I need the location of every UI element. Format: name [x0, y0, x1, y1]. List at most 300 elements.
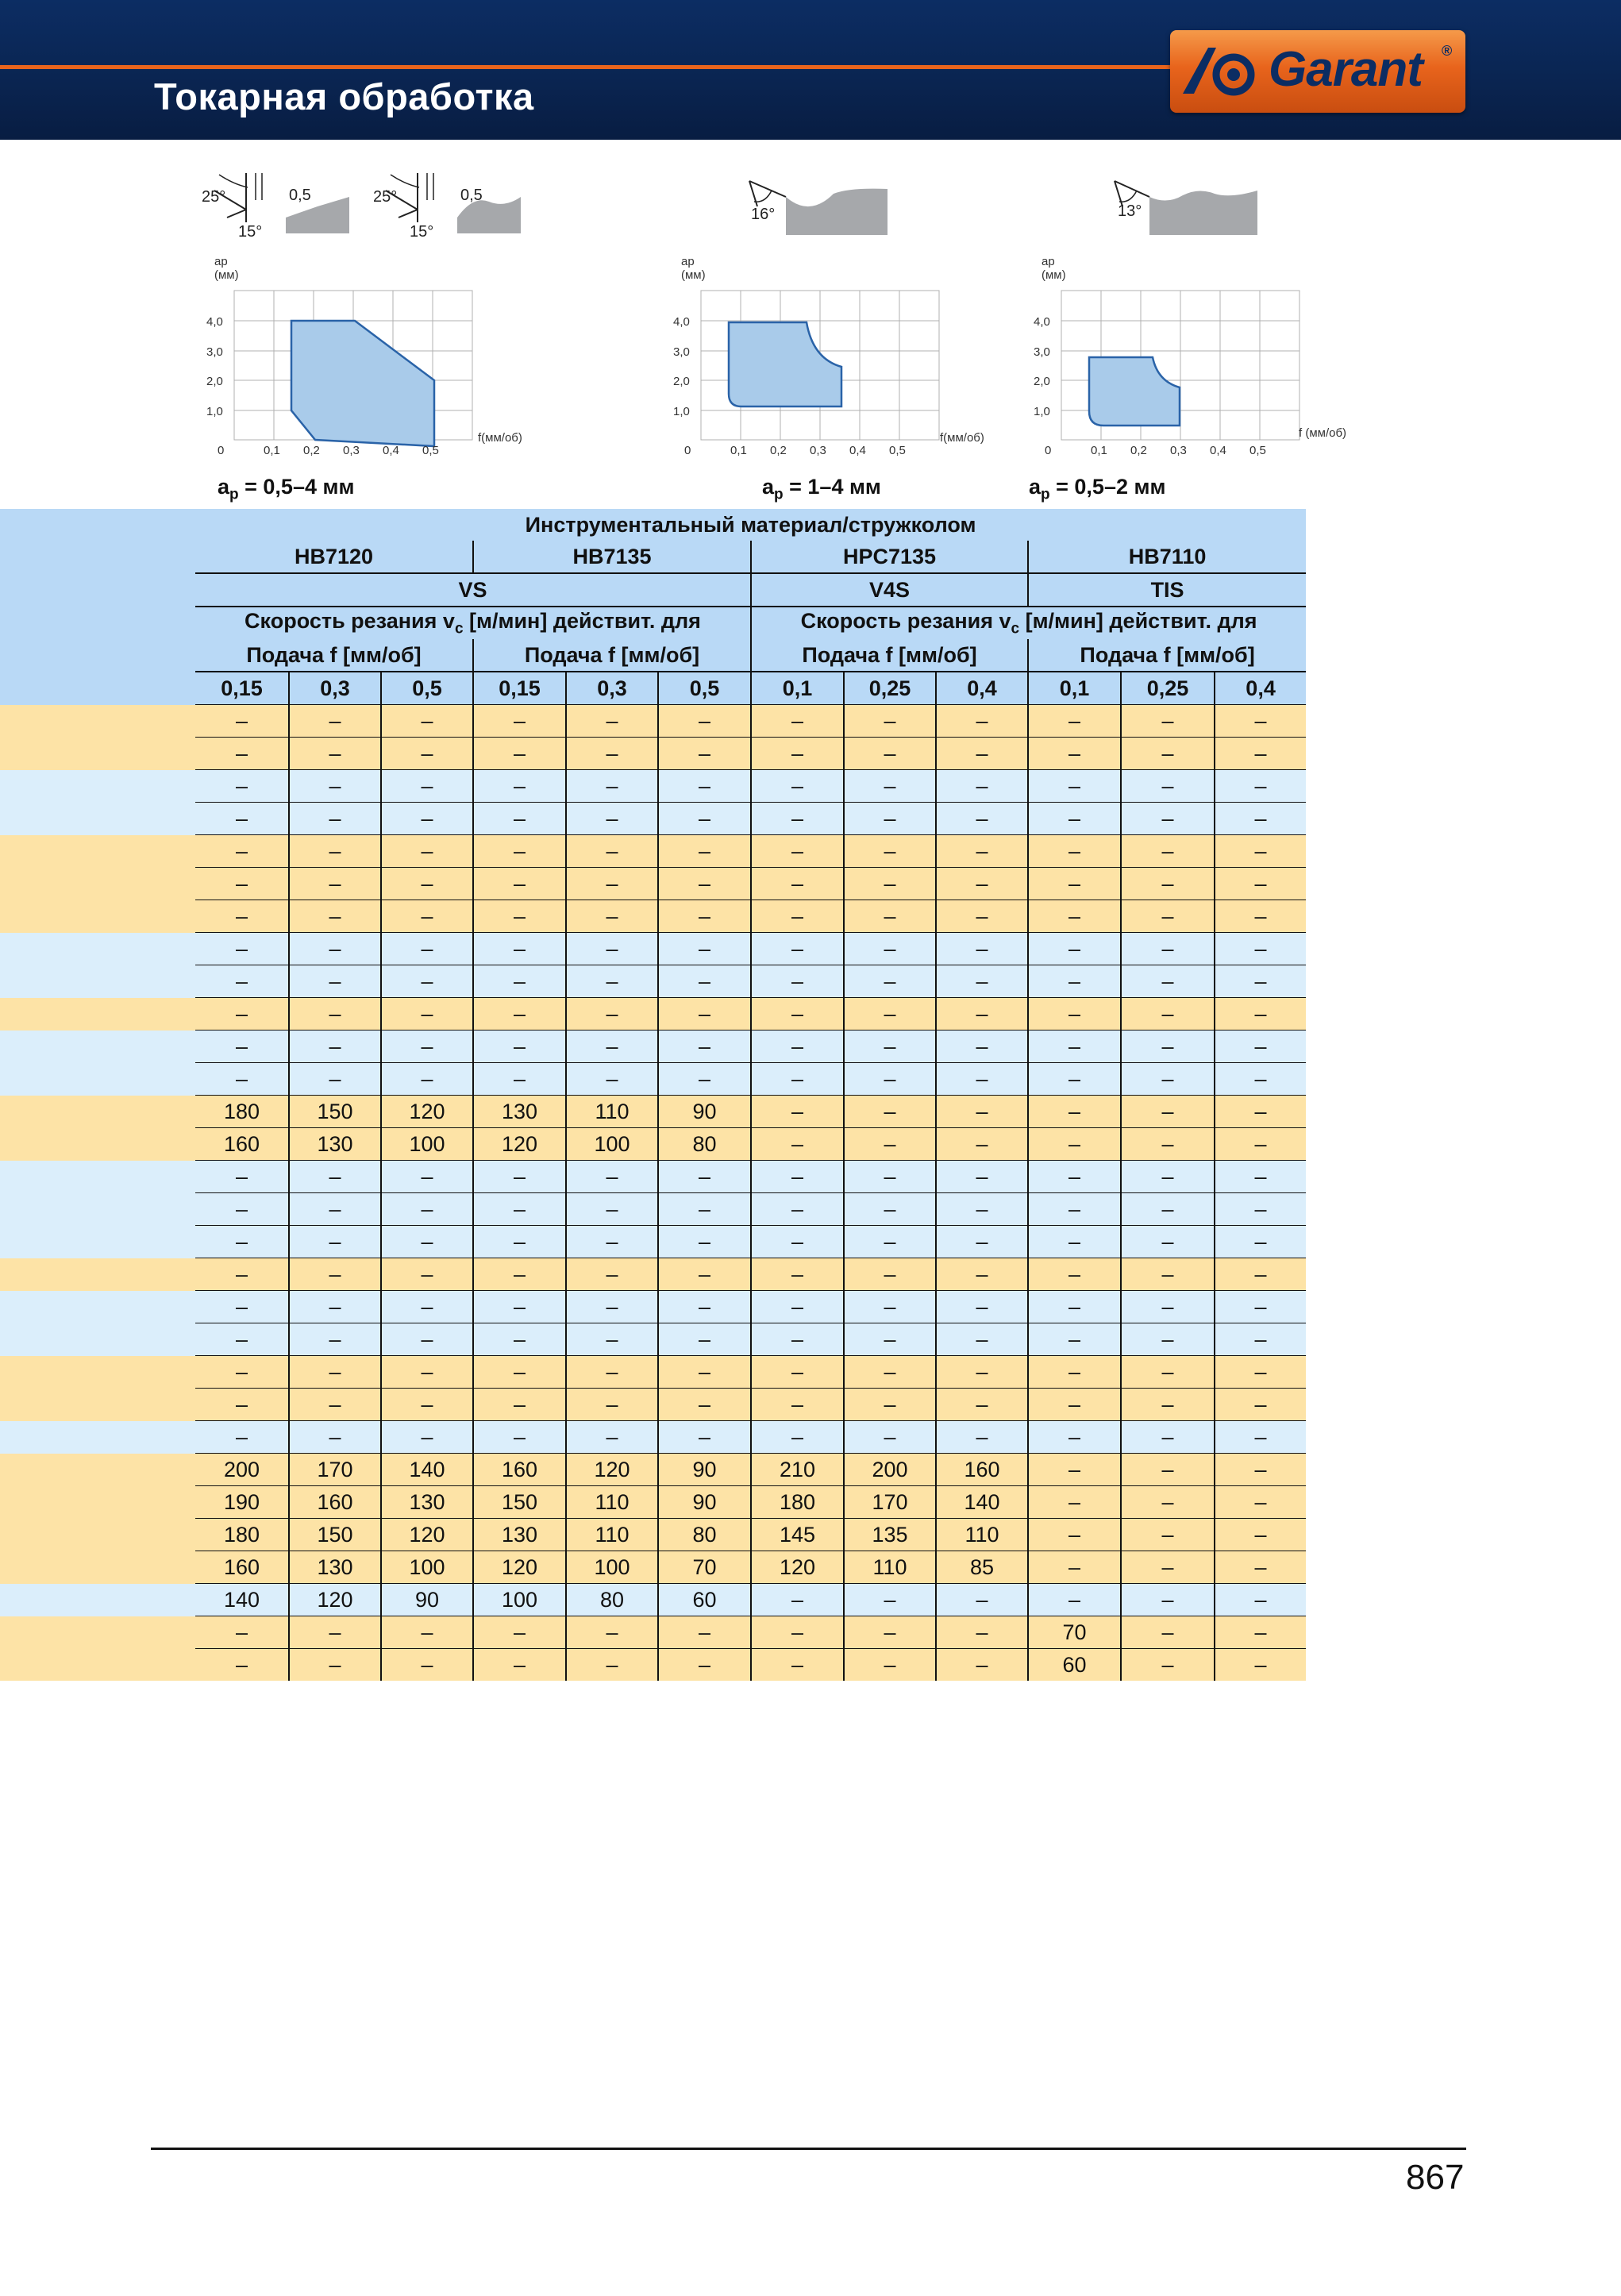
speed-cell: –	[1028, 705, 1121, 738]
speed-cell: –	[473, 1193, 566, 1226]
feed-value: 0,3	[566, 672, 658, 705]
speed-cell: –	[566, 1421, 658, 1454]
speed-cell: –	[751, 1389, 844, 1421]
speed-cell: –	[1028, 1096, 1121, 1128]
speed-cell: –	[844, 1226, 936, 1258]
x-tick: 0,2	[770, 444, 787, 457]
speed-cell: –	[566, 1356, 658, 1389]
speed-cell: –	[936, 1063, 1028, 1096]
table-row	[0, 1454, 1306, 1486]
speed-cell: –	[566, 803, 658, 835]
speed-cell: –	[195, 835, 289, 868]
x-axis-label: f(мм/об)	[478, 431, 522, 445]
speed-cell: –	[1028, 1258, 1121, 1291]
speed-cell: –	[381, 900, 473, 933]
speed-cell: –	[473, 1421, 566, 1454]
table-row	[0, 1356, 1306, 1389]
speed-cell: –	[289, 705, 381, 738]
speed-cell: –	[1215, 1584, 1306, 1616]
speed-cell: 90	[658, 1096, 751, 1128]
row-label-cell	[0, 1551, 195, 1584]
speed-cell: –	[289, 1063, 381, 1096]
table-row	[0, 1096, 1306, 1128]
speed-cell: –	[658, 1193, 751, 1226]
feed-value: 0,4	[936, 672, 1028, 705]
speed-cell: –	[473, 770, 566, 803]
speed-cell: –	[1121, 1226, 1215, 1258]
row-label-cell	[0, 1389, 195, 1421]
feed-label: Подача f [мм/об]	[751, 639, 1028, 672]
feed-label: Подача f [мм/об]	[473, 639, 751, 672]
x-tick: 0,3	[810, 444, 826, 457]
speed-cell: –	[1215, 1519, 1306, 1551]
speed-cell: –	[195, 1389, 289, 1421]
feed-value: 0,4	[1215, 672, 1306, 705]
speed-cell: 150	[473, 1486, 566, 1519]
table-row	[0, 1063, 1306, 1096]
row-label-cell	[0, 900, 195, 933]
speed-cell: –	[289, 965, 381, 998]
speed-cell: –	[936, 933, 1028, 965]
angle-label: 25°	[373, 188, 398, 206]
speed-cell: –	[289, 803, 381, 835]
table-row	[0, 705, 1306, 738]
speed-cell: –	[566, 1226, 658, 1258]
speed-cell: –	[1215, 933, 1306, 965]
x-tick: 0,2	[303, 444, 320, 457]
speed-cell: 120	[566, 1454, 658, 1486]
speed-cell: –	[195, 1031, 289, 1063]
working-range-region	[1089, 357, 1180, 426]
table-row	[0, 1551, 1306, 1584]
speed-cell: –	[1121, 835, 1215, 868]
speed-cell: –	[844, 1193, 936, 1226]
speed-cell: –	[1028, 835, 1121, 868]
speed-cell: –	[195, 965, 289, 998]
cutting-profile-diagram-3	[1103, 170, 1262, 241]
speed-cell: –	[195, 1421, 289, 1454]
speed-cell: 100	[566, 1551, 658, 1584]
speed-cell: –	[1215, 1356, 1306, 1389]
speed-cell: –	[381, 1323, 473, 1356]
speed-cell: 130	[473, 1519, 566, 1551]
speed-cell: –	[936, 738, 1028, 770]
speed-cell: –	[473, 1063, 566, 1096]
y-axis-label: ap	[214, 255, 228, 268]
speed-cell: –	[844, 900, 936, 933]
x-tick: 0,1	[730, 444, 747, 457]
y-tick: 3,0	[206, 345, 223, 359]
speed-cell: –	[289, 1421, 381, 1454]
speed-cell: –	[936, 1161, 1028, 1193]
speed-cell: –	[1215, 965, 1306, 998]
table-row	[0, 1421, 1306, 1454]
speed-cell: –	[195, 1291, 289, 1323]
speed-cell: –	[289, 1356, 381, 1389]
speed-cell: –	[381, 738, 473, 770]
grade-hpc7135: HPC7135	[751, 541, 1028, 573]
speed-cell: –	[658, 835, 751, 868]
row-label-cell	[0, 868, 195, 900]
speed-cell: 140	[195, 1584, 289, 1616]
speed-cell: –	[751, 1616, 844, 1649]
y-tick: 1,0	[206, 405, 223, 418]
speed-cell: –	[1028, 1356, 1121, 1389]
speed-cell: –	[566, 933, 658, 965]
speed-cell: –	[844, 1161, 936, 1193]
speed-cell: –	[1215, 900, 1306, 933]
speed-cell: –	[289, 1258, 381, 1291]
speed-cell: –	[1215, 1486, 1306, 1519]
y-tick: 0	[218, 444, 225, 457]
x-tick: 0,4	[383, 444, 399, 457]
x-axis-label: f (мм/об)	[1299, 426, 1347, 440]
grade-hb7110: HB7110	[1028, 541, 1306, 573]
speed-cell: –	[1121, 1193, 1215, 1226]
speed-cell: –	[936, 770, 1028, 803]
speed-cell: –	[844, 1096, 936, 1128]
speed-cell: –	[751, 1584, 844, 1616]
speed-cell: –	[1028, 1454, 1121, 1486]
speed-cell: –	[658, 900, 751, 933]
header-banner	[0, 0, 1621, 140]
feed-value: 0,5	[381, 672, 473, 705]
speed-cell: –	[566, 1193, 658, 1226]
speed-cell: –	[1028, 900, 1121, 933]
footer-rule	[151, 2148, 1466, 2150]
y-tick: 4,0	[1034, 315, 1050, 329]
table-row	[0, 803, 1306, 835]
speed-cell: –	[566, 1323, 658, 1356]
speed-cell: 200	[195, 1454, 289, 1486]
speed-cell: –	[1215, 770, 1306, 803]
speed-cell: –	[1215, 1128, 1306, 1161]
speed-cell: –	[1121, 1031, 1215, 1063]
speed-cell: 190	[195, 1486, 289, 1519]
speed-cell: 160	[195, 1128, 289, 1161]
speed-cell: –	[289, 1291, 381, 1323]
table-row	[0, 900, 1306, 933]
table-row	[0, 738, 1306, 770]
speed-cell: –	[195, 770, 289, 803]
speed-cell: –	[195, 1649, 289, 1682]
y-axis-unit: (мм)	[681, 268, 706, 282]
speed-cell: –	[844, 1063, 936, 1096]
speed-cell: –	[751, 803, 844, 835]
speed-cell: –	[1215, 1454, 1306, 1486]
speed-cell: –	[1121, 1323, 1215, 1356]
speed-cell: –	[1215, 1323, 1306, 1356]
speed-cell: –	[1028, 868, 1121, 900]
speed-cell: 60	[1028, 1649, 1121, 1682]
speed-cell: 200	[844, 1454, 936, 1486]
speed-cell: –	[751, 1128, 844, 1161]
x-tick: 0,5	[889, 444, 906, 457]
speed-label: Скорость резания $v_c$ [м/мин] действит. для	[195, 607, 751, 639]
y-tick: 2,0	[206, 375, 223, 388]
row-label-cell	[0, 1454, 195, 1486]
speed-cell: 110	[566, 1486, 658, 1519]
speed-cell: –	[1121, 1551, 1215, 1584]
speed-cell: 145	[751, 1519, 844, 1551]
speed-cell: –	[658, 965, 751, 998]
speed-cell: –	[844, 1356, 936, 1389]
y-tick: 0	[684, 444, 691, 457]
y-tick: 1,0	[1034, 405, 1050, 418]
speed-cell: –	[381, 998, 473, 1031]
speed-cell: –	[473, 933, 566, 965]
speed-cell: –	[658, 1421, 751, 1454]
speed-cell: –	[936, 1616, 1028, 1649]
row-label-cell	[0, 738, 195, 770]
speed-cell: 160	[289, 1486, 381, 1519]
speed-cell: 150	[289, 1519, 381, 1551]
brand-registered-mark: ®	[1442, 43, 1453, 59]
speed-cell: 90	[381, 1584, 473, 1616]
speed-cell: 150	[289, 1096, 381, 1128]
speed-cell: –	[1215, 705, 1306, 738]
speed-cell: –	[844, 705, 936, 738]
x-tick: 0,4	[1210, 444, 1226, 457]
feed-label: Подача f [мм/об]	[1028, 639, 1306, 672]
speed-cell: –	[751, 1421, 844, 1454]
speed-cell: –	[844, 933, 936, 965]
speed-cell: –	[844, 770, 936, 803]
depth-condition-3: $a_p = 0,5-2$ мм	[1029, 475, 1166, 503]
speed-cell: –	[195, 1193, 289, 1226]
row-label-cell	[0, 1486, 195, 1519]
cutting-profile-diagram-1	[198, 168, 532, 240]
speed-cell: –	[936, 1193, 1028, 1226]
speed-cell: –	[566, 770, 658, 803]
row-label-cell	[0, 1356, 195, 1389]
row-label-cell	[0, 1096, 195, 1128]
row-label-cell	[0, 1291, 195, 1323]
speed-cell: –	[381, 1226, 473, 1258]
speed-cell: –	[473, 900, 566, 933]
speed-cell: –	[844, 1616, 936, 1649]
speed-cell: –	[289, 1193, 381, 1226]
speed-cell: –	[751, 738, 844, 770]
speed-cell: –	[1215, 1421, 1306, 1454]
speed-cell: –	[195, 868, 289, 900]
speed-cell: –	[381, 1389, 473, 1421]
y-tick: 3,0	[673, 345, 690, 359]
speed-cell: –	[473, 868, 566, 900]
speed-cell: –	[289, 1161, 381, 1193]
speed-cell: –	[1215, 868, 1306, 900]
feed-value: 0,15	[473, 672, 566, 705]
speed-cell: –	[1215, 1063, 1306, 1096]
speed-cell: –	[1028, 1421, 1121, 1454]
speed-cell: –	[289, 998, 381, 1031]
speed-cell: –	[936, 1323, 1028, 1356]
row-label-cell	[0, 1616, 195, 1649]
speed-cell: –	[1215, 1389, 1306, 1421]
speed-cell: –	[936, 1389, 1028, 1421]
speed-cell: –	[1121, 1486, 1215, 1519]
feed-value: 0,5	[658, 672, 751, 705]
speed-cell: –	[844, 1128, 936, 1161]
speed-cell: –	[1121, 1584, 1215, 1616]
row-label-cell	[0, 998, 195, 1031]
speed-cell: –	[751, 1258, 844, 1291]
speed-cell: –	[844, 1258, 936, 1291]
speed-cell: –	[381, 868, 473, 900]
speed-cell: –	[1121, 965, 1215, 998]
feed-value: 0,1	[751, 672, 844, 705]
speed-cell: –	[381, 770, 473, 803]
speed-cell: –	[195, 1161, 289, 1193]
speed-cell: –	[751, 1226, 844, 1258]
speed-cell: –	[844, 965, 936, 998]
speed-cell: –	[751, 1031, 844, 1063]
row-label-cell	[0, 1161, 195, 1193]
speed-cell: –	[473, 965, 566, 998]
speed-cell: –	[658, 1323, 751, 1356]
speed-cell: –	[658, 1616, 751, 1649]
speed-cell: –	[751, 1356, 844, 1389]
table-row	[0, 835, 1306, 868]
speed-cell: –	[1215, 1258, 1306, 1291]
speed-cell: –	[1121, 770, 1215, 803]
speed-cell: –	[1028, 1226, 1121, 1258]
x-tick: 0,4	[849, 444, 866, 457]
angle-label: 25°	[202, 188, 226, 206]
speed-cell: –	[381, 1193, 473, 1226]
speed-cell: 120	[289, 1584, 381, 1616]
speed-cell: –	[1028, 965, 1121, 998]
speed-cell: –	[1028, 1519, 1121, 1551]
speed-cell: –	[658, 998, 751, 1031]
speed-cell: –	[1121, 868, 1215, 900]
speed-cell: –	[1028, 998, 1121, 1031]
feed-value: 0,1	[1028, 672, 1121, 705]
speed-cell: –	[844, 998, 936, 1031]
speed-cell: –	[751, 933, 844, 965]
speed-cell: –	[566, 965, 658, 998]
speed-cell: –	[936, 1226, 1028, 1258]
speed-cell: –	[1215, 1161, 1306, 1193]
speed-cell: 70	[1028, 1616, 1121, 1649]
speed-cell: 130	[289, 1551, 381, 1584]
speed-cell: –	[1215, 803, 1306, 835]
speed-cell: 100	[381, 1551, 473, 1584]
speed-cell: –	[566, 738, 658, 770]
speed-cell: –	[1028, 770, 1121, 803]
speed-cell: –	[751, 705, 844, 738]
speed-cell: –	[658, 1389, 751, 1421]
speed-cell: –	[1121, 1128, 1215, 1161]
y-axis-label: ap	[681, 255, 695, 268]
speed-cell: –	[936, 965, 1028, 998]
speed-cell: –	[1215, 738, 1306, 770]
speed-cell: –	[566, 900, 658, 933]
speed-cell: 120	[751, 1551, 844, 1584]
speed-cell: –	[1028, 1063, 1121, 1096]
speed-cell: –	[289, 1616, 381, 1649]
speed-cell: –	[195, 738, 289, 770]
x-tick: 0,5	[422, 444, 439, 457]
speed-cell: –	[936, 868, 1028, 900]
speed-cell: 135	[844, 1519, 936, 1551]
cutting-speed-table	[0, 509, 1306, 1681]
speed-cell: 160	[473, 1454, 566, 1486]
header-accent-line	[0, 65, 1175, 69]
speed-cell: –	[1028, 803, 1121, 835]
speed-cell: –	[844, 835, 936, 868]
speed-cell: 130	[473, 1096, 566, 1128]
speed-cell: –	[1028, 1551, 1121, 1584]
speed-cell: –	[473, 1226, 566, 1258]
speed-cell: –	[751, 965, 844, 998]
row-label-cell	[0, 1226, 195, 1258]
speed-cell: –	[289, 1031, 381, 1063]
table-row	[0, 1584, 1306, 1616]
feed-value: 0,25	[1121, 672, 1215, 705]
speed-cell: –	[1215, 1096, 1306, 1128]
speed-cell: –	[473, 1031, 566, 1063]
speed-cell: –	[381, 1616, 473, 1649]
x-tick: 0,3	[1170, 444, 1187, 457]
depth-label: 0,5	[460, 187, 483, 204]
speed-cell: –	[289, 1389, 381, 1421]
table-row	[0, 1389, 1306, 1421]
speed-cell: –	[844, 1584, 936, 1616]
table-row	[0, 1649, 1306, 1682]
speed-cell: –	[1028, 1486, 1121, 1519]
speed-cell: –	[658, 1063, 751, 1096]
speed-cell: 120	[473, 1551, 566, 1584]
table-row	[0, 1226, 1306, 1258]
x-axis-label: f(мм/об)	[940, 431, 984, 445]
speed-cell: 110	[566, 1096, 658, 1128]
speed-cell: 180	[195, 1519, 289, 1551]
row-label-cell	[0, 1031, 195, 1063]
speed-cell: –	[751, 900, 844, 933]
speed-cell: –	[381, 1063, 473, 1096]
speed-cell: –	[844, 1389, 936, 1421]
speed-cell: –	[566, 1649, 658, 1682]
speed-cell: 110	[566, 1519, 658, 1551]
speed-cell: –	[381, 1421, 473, 1454]
working-range-chart-1	[198, 252, 548, 459]
speed-cell: –	[473, 1389, 566, 1421]
speed-cell: –	[658, 1226, 751, 1258]
angle-label: 15°	[238, 223, 263, 240]
speed-cell: –	[381, 1161, 473, 1193]
table-row	[0, 1519, 1306, 1551]
speed-cell: –	[658, 803, 751, 835]
speed-cell: –	[936, 1031, 1028, 1063]
speed-cell: 110	[844, 1551, 936, 1584]
y-tick: 2,0	[673, 375, 690, 388]
speed-cell: –	[936, 1096, 1028, 1128]
speed-cell: –	[1121, 803, 1215, 835]
speed-cell: –	[844, 1291, 936, 1323]
speed-cell: –	[195, 1226, 289, 1258]
table-row	[0, 1161, 1306, 1193]
speed-cell: 120	[473, 1128, 566, 1161]
speed-cell: –	[751, 1291, 844, 1323]
speed-cell: –	[195, 900, 289, 933]
depth-label: 0,5	[289, 187, 311, 204]
speed-cell: –	[844, 738, 936, 770]
speed-cell: –	[195, 1323, 289, 1356]
table-row	[0, 1031, 1306, 1063]
page-number: 867	[1406, 2158, 1465, 2197]
chipbreaker-v4s: V4S	[751, 573, 1028, 607]
